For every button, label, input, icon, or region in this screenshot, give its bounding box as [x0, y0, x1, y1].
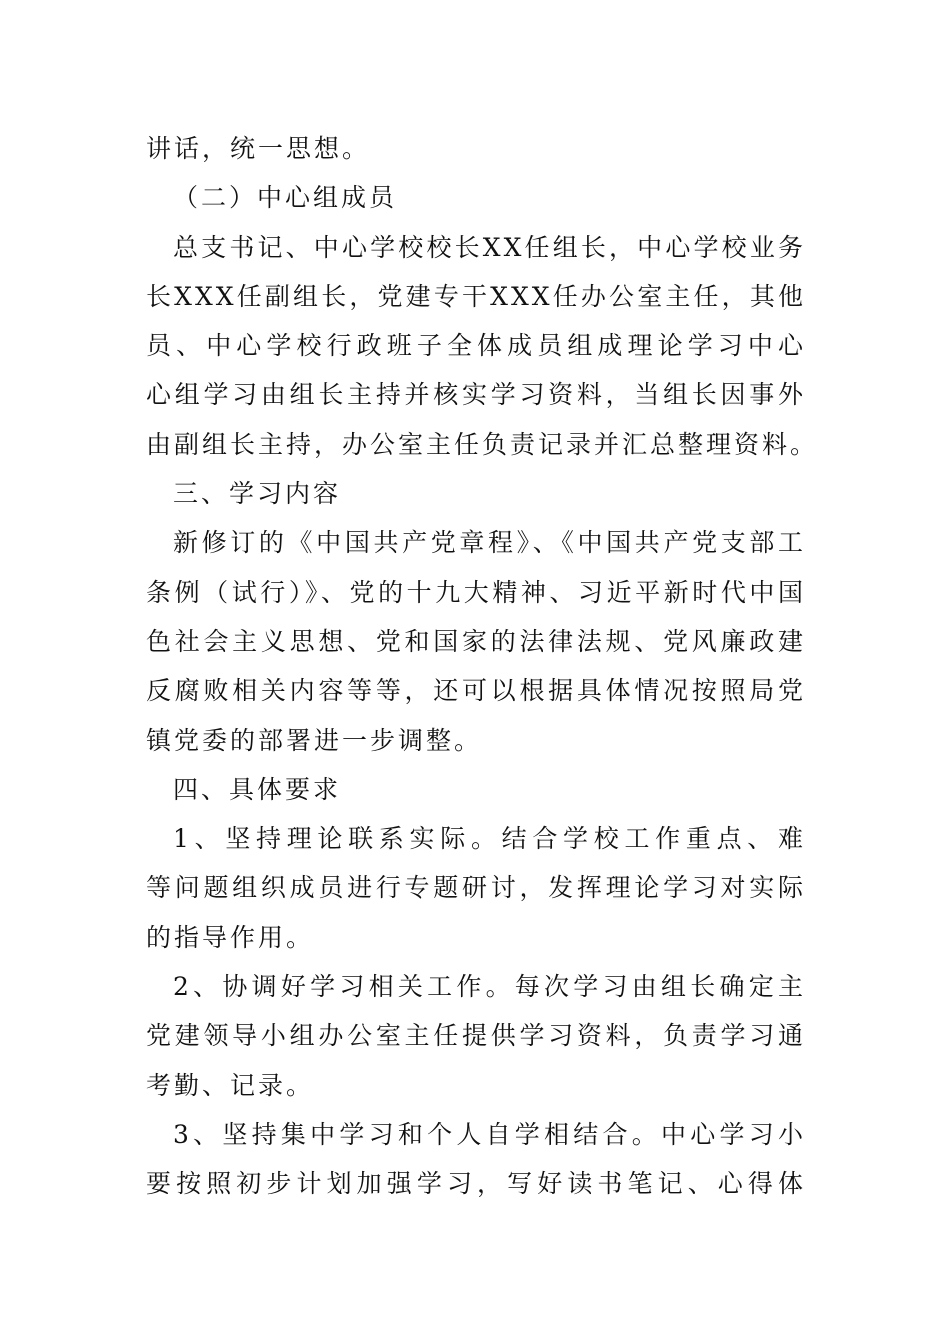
text-line: 镇党委的部署进一步调整。 — [146, 725, 483, 755]
text-line: 等问题组织成员进行专题研讨，发挥理论学习对实际 — [146, 873, 806, 903]
text-line: 1、坚持理论联系实际。结合学校工作重点、难 — [173, 824, 806, 854]
document-body — [146, 124, 819, 1209]
text-line: 的指导作用。 — [146, 922, 315, 952]
text-line: 心组学习由组长主持并核实学习资料，当组长因事外 — [146, 380, 806, 410]
text-line: 长XXX任副组长，党建专干XXX任办公室主任，其他 — [146, 281, 806, 311]
text-line: 由副组长主持，办公室主任负责记录并汇总整理资料。 — [146, 429, 819, 459]
text-line: 三、学习内容 — [173, 479, 342, 509]
text-line: 条例（试行）》、党的十九大精神、习近平新时代中国 — [146, 577, 806, 607]
text-line: 员、中心学校行政班子全体成员组成理论学习中心 — [146, 331, 806, 361]
text-line: 3、坚持集中学习和个人自学相结合。中心学习小 — [173, 1119, 806, 1149]
text-line: （二）中心组成员 — [173, 183, 398, 213]
text-line: 总支书记、中心学校校长XX任组长，中心学校业务 — [173, 232, 806, 262]
text-line: 新修订的《中国共产党章程》、《中国共产党支部工 — [173, 528, 806, 558]
text-line: 色社会主义思想、党和国家的法律法规、党风廉政建 — [146, 626, 806, 656]
text-line: 反腐败相关内容等等，还可以根据具体情况按照局党 — [146, 676, 806, 706]
text-line: 四、具体要求 — [173, 774, 342, 804]
text-line: 党建领导小组办公室主任提供学习资料，负责学习通 — [146, 1021, 806, 1051]
text-line: 2、协调好学习相关工作。每次学习由组长确定主 — [173, 972, 806, 1002]
text-line: 要按照初步计划加强学习，写好读书笔记、心得体 — [146, 1169, 806, 1199]
text-line: 讲话，统一思想。 — [146, 134, 371, 163]
text-line: 考勤、记录。 — [146, 1070, 315, 1100]
